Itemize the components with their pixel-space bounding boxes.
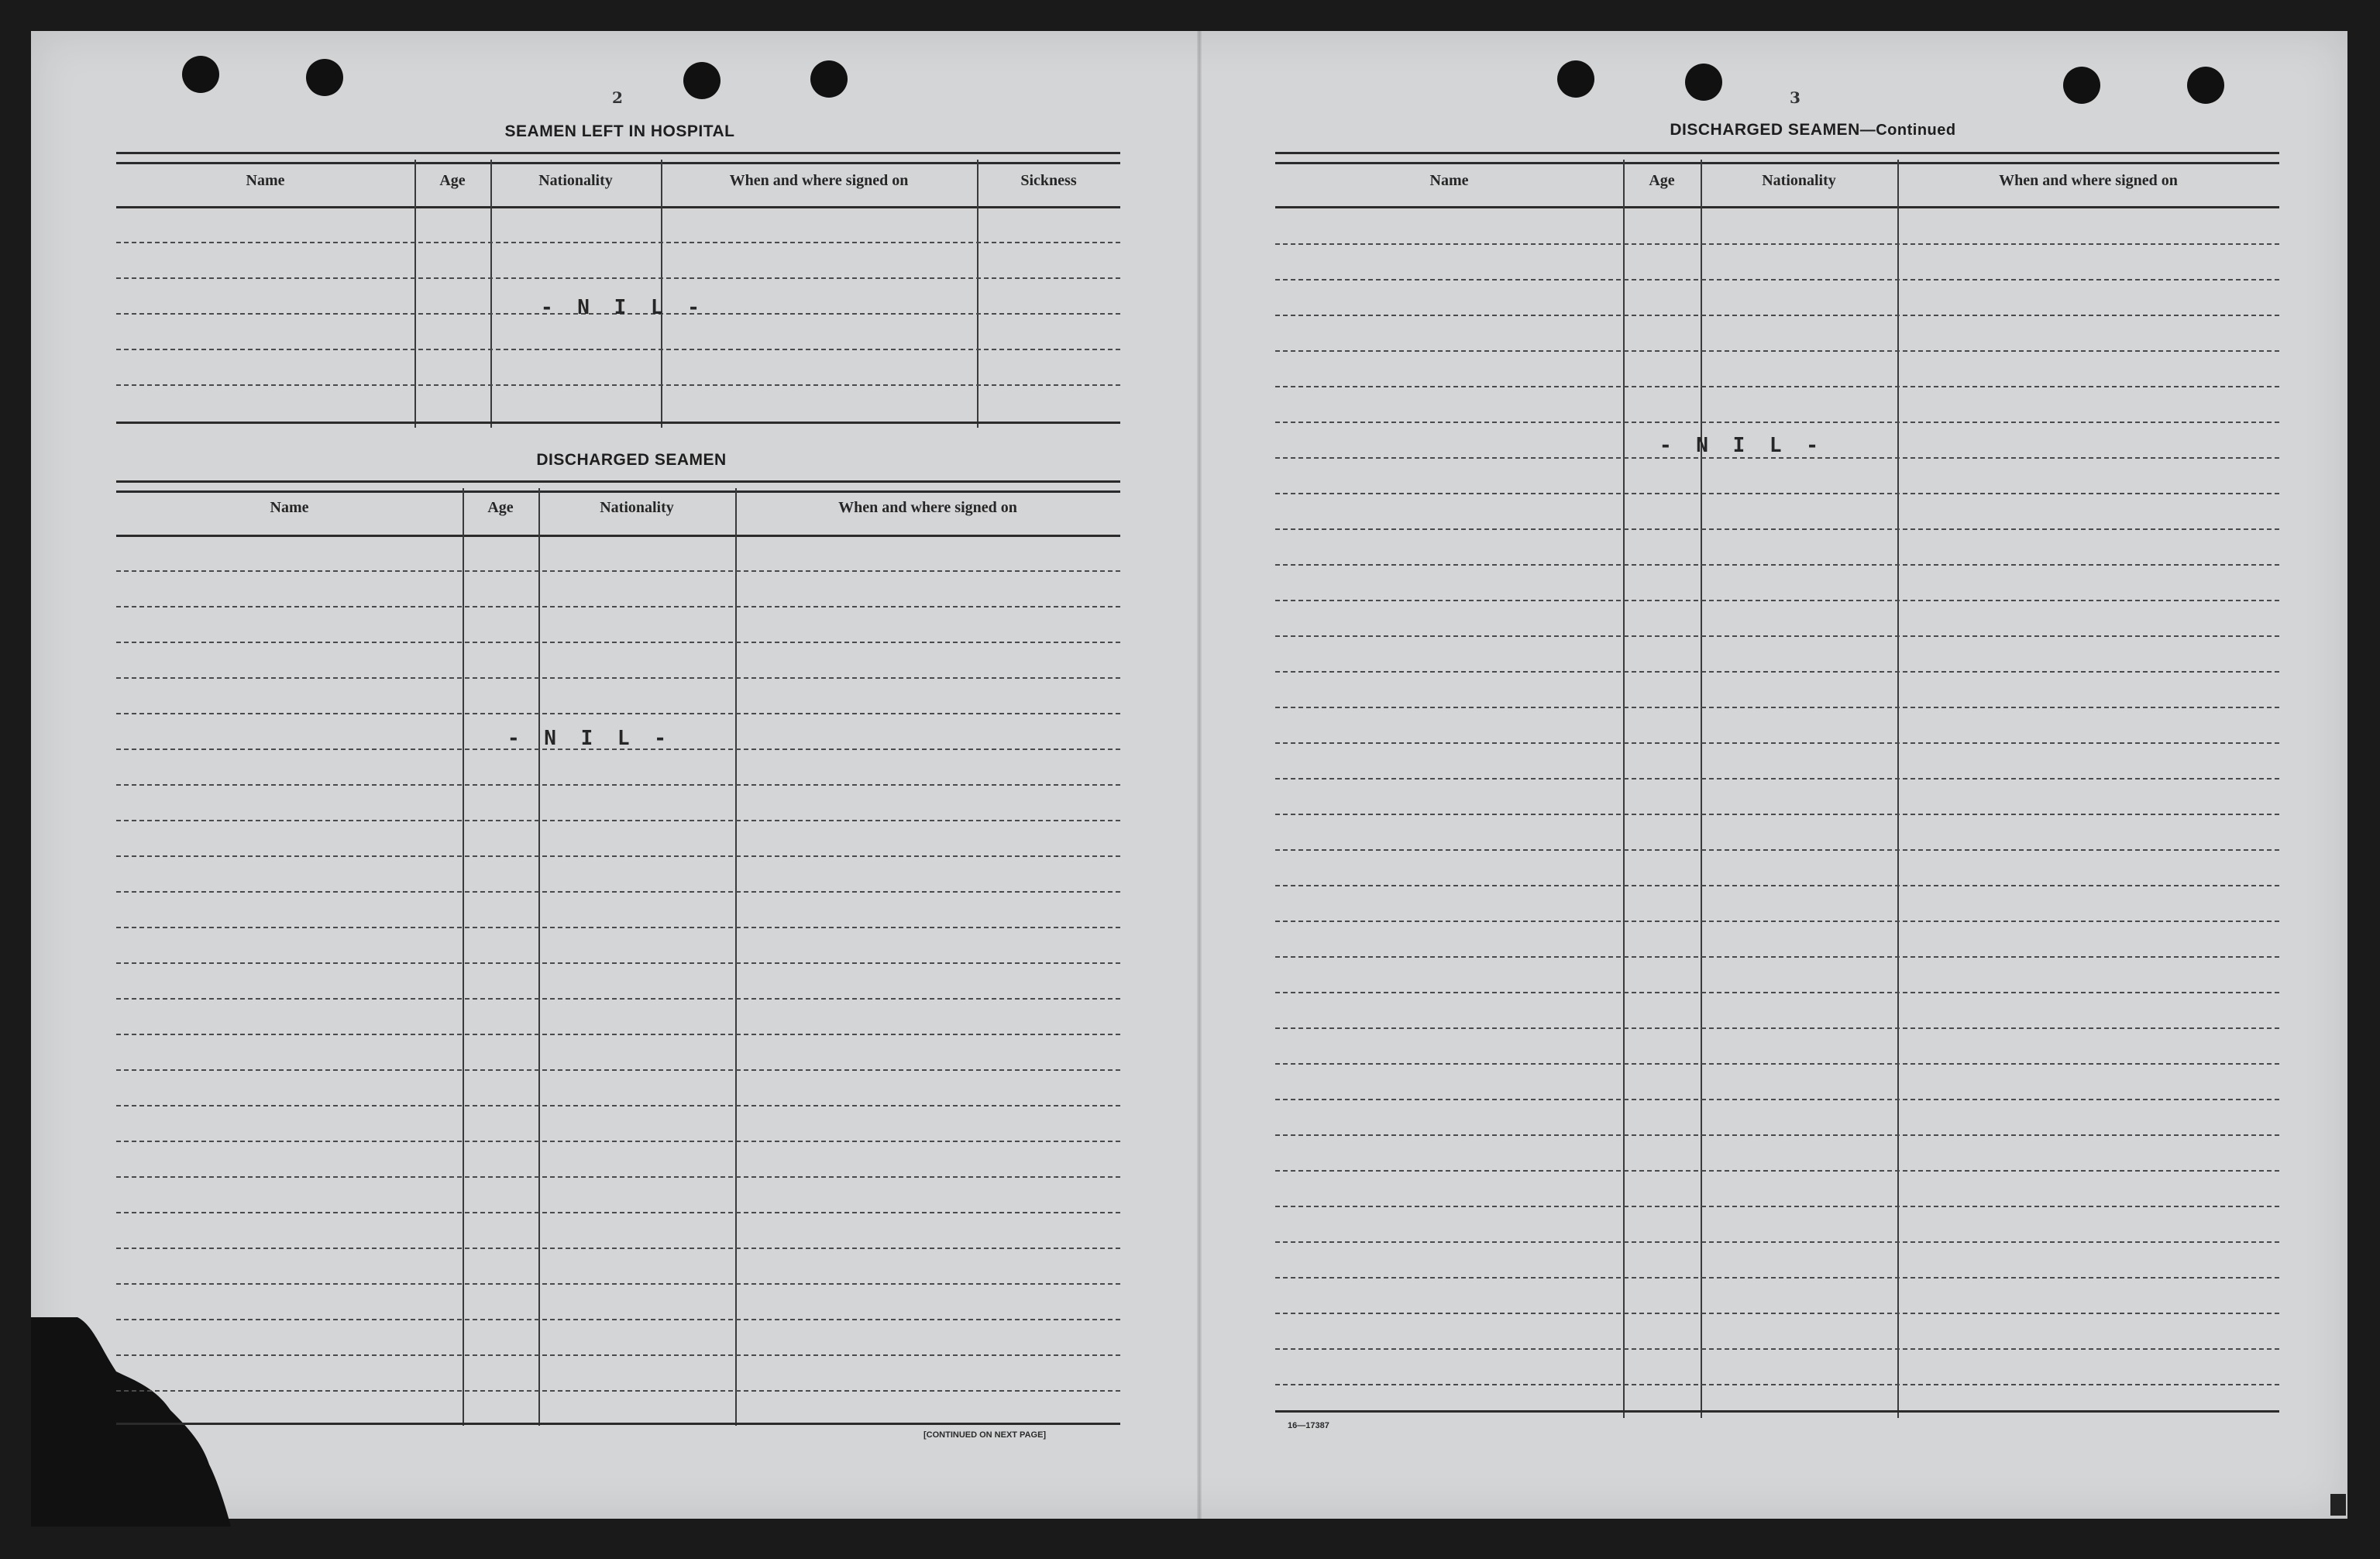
table-row-line: [116, 1141, 1120, 1142]
table-row-line: [1275, 849, 2279, 851]
punch-hole: [2063, 67, 2100, 104]
table-top-rule: [1275, 152, 2279, 164]
column-divider: [735, 488, 737, 1426]
punch-hole: [1685, 64, 1722, 101]
table-row-line: [1275, 635, 2279, 637]
table-row-line: [116, 642, 1120, 643]
table-row-line: [116, 606, 1120, 607]
table-row-line: [1275, 243, 2279, 245]
table-row-line: [1275, 422, 2279, 423]
discharged-nil-entry-right: - N I L -: [1659, 434, 1825, 457]
table-row-line: [1275, 1313, 2279, 1314]
table-row-line: [1275, 528, 2279, 530]
table-row-line: [116, 891, 1120, 893]
hospital-table: [116, 152, 1120, 428]
table-row-line: [1275, 921, 2279, 922]
table-row-line: [116, 1105, 1120, 1106]
title-continued: —Continued: [1859, 122, 1956, 139]
header-bottom-rule: [116, 206, 1120, 208]
column-header-age: Age: [1649, 172, 1675, 189]
table-row-line: [116, 820, 1120, 821]
table-row-line: [1275, 814, 2279, 815]
column-header-age: Age: [487, 499, 514, 516]
table-row-line: [1275, 1348, 2279, 1350]
table-row-line: [1275, 992, 2279, 993]
table-row-line: [116, 242, 1120, 243]
column-header-age: Age: [439, 172, 466, 189]
table-row-line: [1275, 457, 2279, 459]
punch-hole: [306, 59, 343, 96]
punch-hole: [2187, 67, 2224, 104]
table-row-line: [116, 570, 1120, 572]
continued-note: [CONTINUED ON NEXT PAGE]: [923, 1430, 1047, 1440]
table-row-line: [116, 1319, 1120, 1320]
table-row-line: [116, 349, 1120, 350]
column-header-nationality: Nationality: [600, 499, 674, 516]
table-row-line: [116, 677, 1120, 679]
table-row-line: [116, 1248, 1120, 1249]
table-row-line: [1275, 956, 2279, 958]
table-row-line: [1275, 1170, 2279, 1172]
discharged-continued-title: [1596, 121, 2030, 139]
table-row-line: [1275, 315, 2279, 316]
table-row-line: [1275, 707, 2279, 708]
table-row-line: [116, 998, 1120, 1000]
column-divider: [414, 160, 416, 428]
column-header-name: Name: [246, 172, 285, 189]
column-header-signed-on: When and where signed on: [729, 172, 909, 189]
table-row-line: [1275, 600, 2279, 601]
table-row-line: [116, 1283, 1120, 1285]
table-bottom-rule: [1275, 1410, 2279, 1413]
header-bottom-rule: [1275, 206, 2279, 208]
column-header-name: Name: [270, 499, 309, 516]
column-header-nationality: Nationality: [538, 172, 613, 189]
table-row-line: [1275, 778, 2279, 780]
table-row-line: [1275, 1384, 2279, 1385]
table-row-line: [1275, 671, 2279, 673]
punch-hole: [182, 56, 219, 93]
discharged-nil-entry-left: - N I L -: [507, 727, 672, 750]
punch-hole: [810, 60, 848, 98]
header-bottom-rule: [116, 535, 1120, 537]
table-row-line: [116, 1034, 1120, 1035]
table-row-line: [116, 1069, 1120, 1071]
punch-hole: [1557, 60, 1594, 98]
table-row-line: [1275, 279, 2279, 280]
table-row-line: [1275, 1099, 2279, 1100]
column-divider: [661, 160, 662, 428]
table-row-line: [1275, 1063, 2279, 1065]
table-row-line: [116, 927, 1120, 928]
table-row-line: [1275, 350, 2279, 352]
discharged-table-right: [1275, 152, 2279, 1418]
column-divider: [977, 160, 978, 428]
table-row-line: [116, 1176, 1120, 1178]
table-row-line: [116, 962, 1120, 964]
table-row-line: [116, 1354, 1120, 1356]
column-header-sickness: Sickness: [1020, 172, 1077, 189]
title-main: DISCHARGED SEAMEN: [1670, 121, 1860, 139]
table-row-line: [1275, 1277, 2279, 1279]
form-number: 16—17387: [1288, 1421, 1329, 1430]
column-divider: [538, 488, 540, 1426]
table-bottom-rule: [116, 1423, 1120, 1425]
discharged-table-left: [116, 480, 1120, 1426]
table-row-line: [116, 713, 1120, 714]
punch-hole: [683, 62, 721, 99]
table-row-line: [116, 1212, 1120, 1213]
column-divider: [463, 488, 464, 1426]
table-row-line: [116, 277, 1120, 279]
table-row-line: [1275, 1134, 2279, 1136]
table-row-line: [1275, 386, 2279, 387]
table-row-line: [1275, 493, 2279, 494]
page-fold: [1197, 31, 1202, 1519]
table-bottom-rule: [116, 422, 1120, 424]
table-top-rule: [116, 480, 1120, 493]
table-row-line: [1275, 564, 2279, 566]
table-row-line: [1275, 1027, 2279, 1029]
column-header-name: Name: [1429, 172, 1469, 189]
table-row-line: [116, 784, 1120, 786]
corner-clip: [2330, 1494, 2346, 1516]
table-top-rule: [116, 152, 1120, 164]
table-row-line: [1275, 1241, 2279, 1243]
table-row-line: [116, 1390, 1120, 1392]
hospital-nil-entry: - N I L -: [541, 296, 706, 319]
column-header-signed-on: When and where signed on: [838, 499, 1017, 516]
column-divider: [490, 160, 492, 428]
column-divider: [1623, 160, 1625, 1418]
table-row-line: [116, 855, 1120, 857]
page-number-right: 3: [1790, 88, 1800, 107]
column-header-nationality: Nationality: [1762, 172, 1836, 189]
table-row-line: [116, 384, 1120, 386]
column-divider: [1897, 160, 1899, 1418]
table-row-line: [1275, 1206, 2279, 1207]
table-row-line: [1275, 742, 2279, 744]
page-number-left: 2: [612, 88, 623, 107]
table-row-line: [1275, 885, 2279, 886]
column-divider: [1701, 160, 1702, 1418]
hospital-section-title: SEAMEN LEFT IN HOSPITAL: [504, 122, 735, 140]
column-header-signed-on: When and where signed on: [1999, 172, 2178, 189]
discharged-section-title: DISCHARGED SEAMEN: [536, 451, 727, 469]
